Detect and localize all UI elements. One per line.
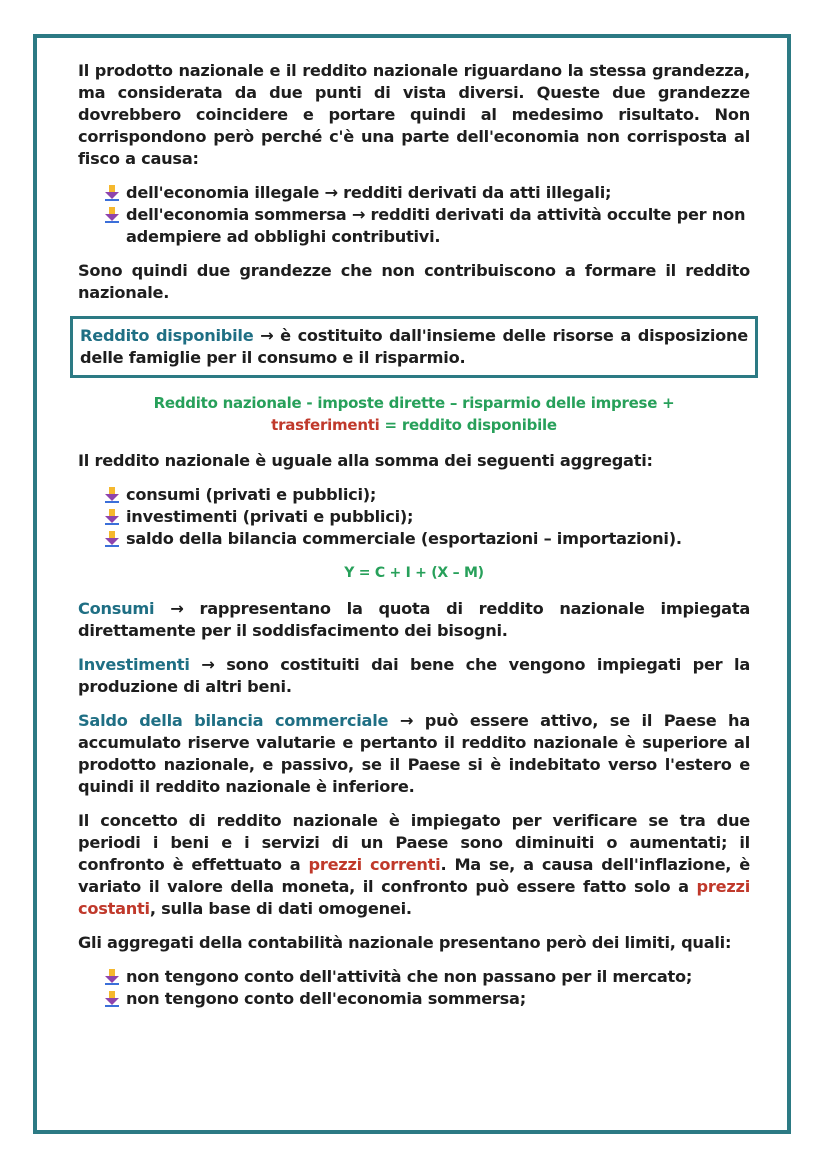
arrow-down-icon bbox=[104, 207, 120, 223]
arrow-down-icon bbox=[104, 531, 120, 547]
document-body bbox=[78, 60, 750, 1022]
concetto-paragraph: Il concetto di reddito nazionale è impiegato per verificare se tra due periodi i beni e i servizi di un Paese sono diminuiti o aumentati; il confronto è effettuato a prezzi correnti. Ma se, a causa dell'inflazione, è variato il valore della moneta, il confronto può essere fatto solo a prezzi costanti, sulla base di dati omogenei. bbox=[78, 811, 750, 918]
list-item: consumi (privati e pubblici); bbox=[104, 484, 750, 506]
list-item: non tengono conto dell'attività che non passano per il mercato; bbox=[104, 966, 750, 988]
list-item: non tengono conto dell'economia sommersa; bbox=[104, 988, 750, 1010]
arrow-down-icon bbox=[104, 969, 120, 985]
intro-paragraph: Il prodotto nazionale e il reddito nazionale riguardano la stessa grandezza, ma considerata da due punti di vista diversi. Queste due grandezze dovrebbero coincidere e portare quindi al medesimo risultato. Non corrispondono però perché c'è una parte dell'economia non corrisposta al fisco a causa: bbox=[78, 61, 750, 168]
limiti-intro: Gli aggregati della contabilità nazionale presentano però dei limiti, quali: bbox=[78, 933, 732, 952]
aggregates-intro: Il reddito nazionale è uguale alla somma dei seguenti aggregati: bbox=[78, 451, 653, 470]
aggregates-list bbox=[78, 484, 750, 550]
list-item: investimenti (privati e pubblici); bbox=[104, 506, 750, 528]
formula-reddito-disponibile: Reddito nazionale - imposte dirette – risparmio delle imprese + trasferimenti = reddito disponibile bbox=[153, 394, 675, 434]
definition-box bbox=[70, 316, 758, 378]
formula-y: Y = C + I + (X – M) bbox=[344, 565, 484, 581]
saldo-paragraph: Saldo della bilancia commerciale → può essere attivo, se il Paese ha accumulato riserve valutarie e pertanto il reddito nazionale è superiore al prodotto nazionale, e passivo, se il Paese si è indebitato verso l'estero e quindi il reddito nazionale è inferiore. bbox=[78, 711, 750, 796]
investimenti-paragraph: Investimenti → sono costituiti dai bene che vengono impiegati per la produzione di altri beni. bbox=[78, 655, 750, 696]
definition-text: → è costituito dall'insieme delle risorse a disposizione delle famiglie per il consumo e il risparmio. bbox=[80, 326, 748, 367]
list-item: dell'economia sommersa → redditi derivati da attività occulte per non adempiere ad obblighi contributivi. bbox=[104, 204, 750, 248]
consumi-paragraph: Consumi → rappresentano la quota di reddito nazionale impiegata direttamente per il soddisfacimento dei bisogni. bbox=[78, 599, 750, 640]
limiti-list bbox=[78, 966, 750, 1010]
list-item: saldo della bilancia commerciale (esportazioni – importazioni). bbox=[104, 528, 750, 550]
conclusion-paragraph: Sono quindi due grandezze che non contribuiscono a formare il reddito nazionale. bbox=[78, 261, 750, 302]
arrow-down-icon bbox=[104, 487, 120, 503]
list-item: dell'economia illegale → redditi derivati da atti illegali; bbox=[104, 182, 750, 204]
arrow-down-icon bbox=[104, 509, 120, 525]
arrow-down-icon bbox=[104, 991, 120, 1007]
arrow-down-icon bbox=[104, 185, 120, 201]
causes-list bbox=[78, 182, 750, 248]
definition-term: Reddito disponibile bbox=[80, 326, 254, 345]
